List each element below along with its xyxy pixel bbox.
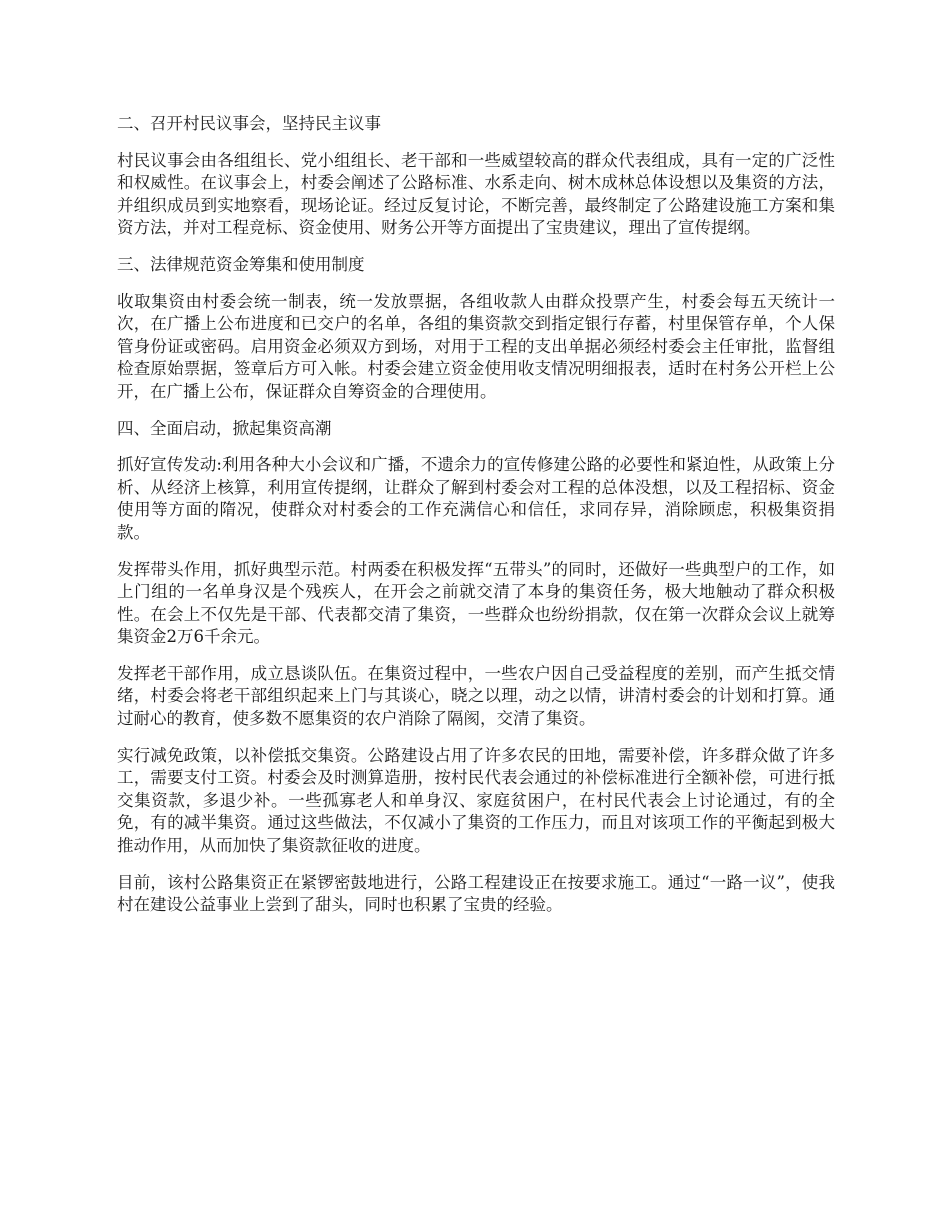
paragraph-council: 村民议事会由各组组长、党小组组长、老干部和一些威望较高的群众代表组成，具有一定的广泛性和权威性。在议事会上，村委会阐述了公路标准、水系走向、树木成林总体设想以及集资的方法，并组织成员到实地察看，现场论证。经过反复讨论，不断完善，最终制定了公路建设施工方案和集资方法，并对工程竞标、资金使用、财务公开等方面提出了宝贵建议，理出了宣传提纲。 — [117, 150, 835, 238]
section-heading-3: 三、法律规范资金筹集和使用制度 — [117, 254, 365, 274]
paragraph-conclusion: 目前，该村公路集资正在紧锣密鼓地进行，公路工程建设正在按要求施工。通过“一路一议”，使我村在建设公益事业上尝到了甜头，同时也积累了宝贵的经验。 — [117, 872, 835, 915]
paragraph-publicity: 抓好宣传发动:利用各种大小会议和广播，不遗余力的宣传修建公路的必要性和紧迫性，从政策上分析、从经济上核算，利用宣传提纲，让群众了解到村委会对工程的总体没想，以及工程招标、资金使用等方面的隋况，使群众对村委会的工作充满信心和信任，求同存异，消除顾虑，积极集资捐款。 — [117, 455, 835, 542]
section-heading-2: 二、召开村民议事会，坚持民主议事 — [117, 114, 381, 133]
paragraph-veteran-cadres: 发挥老干部作用，成立恳谈队伍。在集资过程中，一些农户因自己受益程度的差别，而产生抵交情绪，村委会将老干部组织起来上门与其谈心，晓之以理，动之以情，讲清村委会的计划和打算。通过耐心的教育，使多数不愿集资的农户消除了隔阂，交清了集资。 — [117, 663, 835, 729]
document-body — [117, 113, 835, 931]
paragraph-lead-by-example: 发挥带头作用，抓好典型示范。村两委在积极发挥“五带头”的同时，还做好一些典型户的工作，如上门组的一名单身汉是个残疾人，在开会之前就交清了本身的集资任务，极大地触动了群众积极性。在会上不仅先是干部、代表都交清了集资，一些群众也纷纷捐款，仅在第一次群众会议上就筹集资金2万6千余元。 — [117, 559, 835, 647]
paragraph-funds-rules: 收取集资由村委会统一制表，统一发放票据，各组收款人由群众投票产生，村委会每五天统计一次，在广播上公布进度和已交户的名单，各组的集资款交到指定银行存蓄，村里保管存单，个人保管身份证或密码。启用资金必须双方到场，对用于工程的支出单据必须经村委会主任审批，监督组检查原始票据，签章后方可入帐。村委会建立资金使用收支情况明细报表，适时在村务公开栏上公开，在广播上公布，保证群众自筹资金的合理使用。 — [117, 291, 835, 401]
section-heading-4: 四、全面启动，掀起集资高潮 — [117, 418, 332, 438]
paragraph-compensation: 实行减免政策，以补偿抵交集资。公路建设占用了许多农民的田地，需要补偿，许多群众做了许多工，需要支付工资。村委会及时测算造册，按村民代表会通过的补偿标准进行全额补偿，可进行抵交集资款，多退少补。一些孤寡老人和单身汉、家庭贫困户，在村民代表会上讨论通过，有的全免，有的减半集资。通过这些做法，不仅减小了集资的工作压力，而且对该项工作的平衡起到极大推动作用，从而加快了集资款征收的进度。 — [117, 745, 835, 856]
